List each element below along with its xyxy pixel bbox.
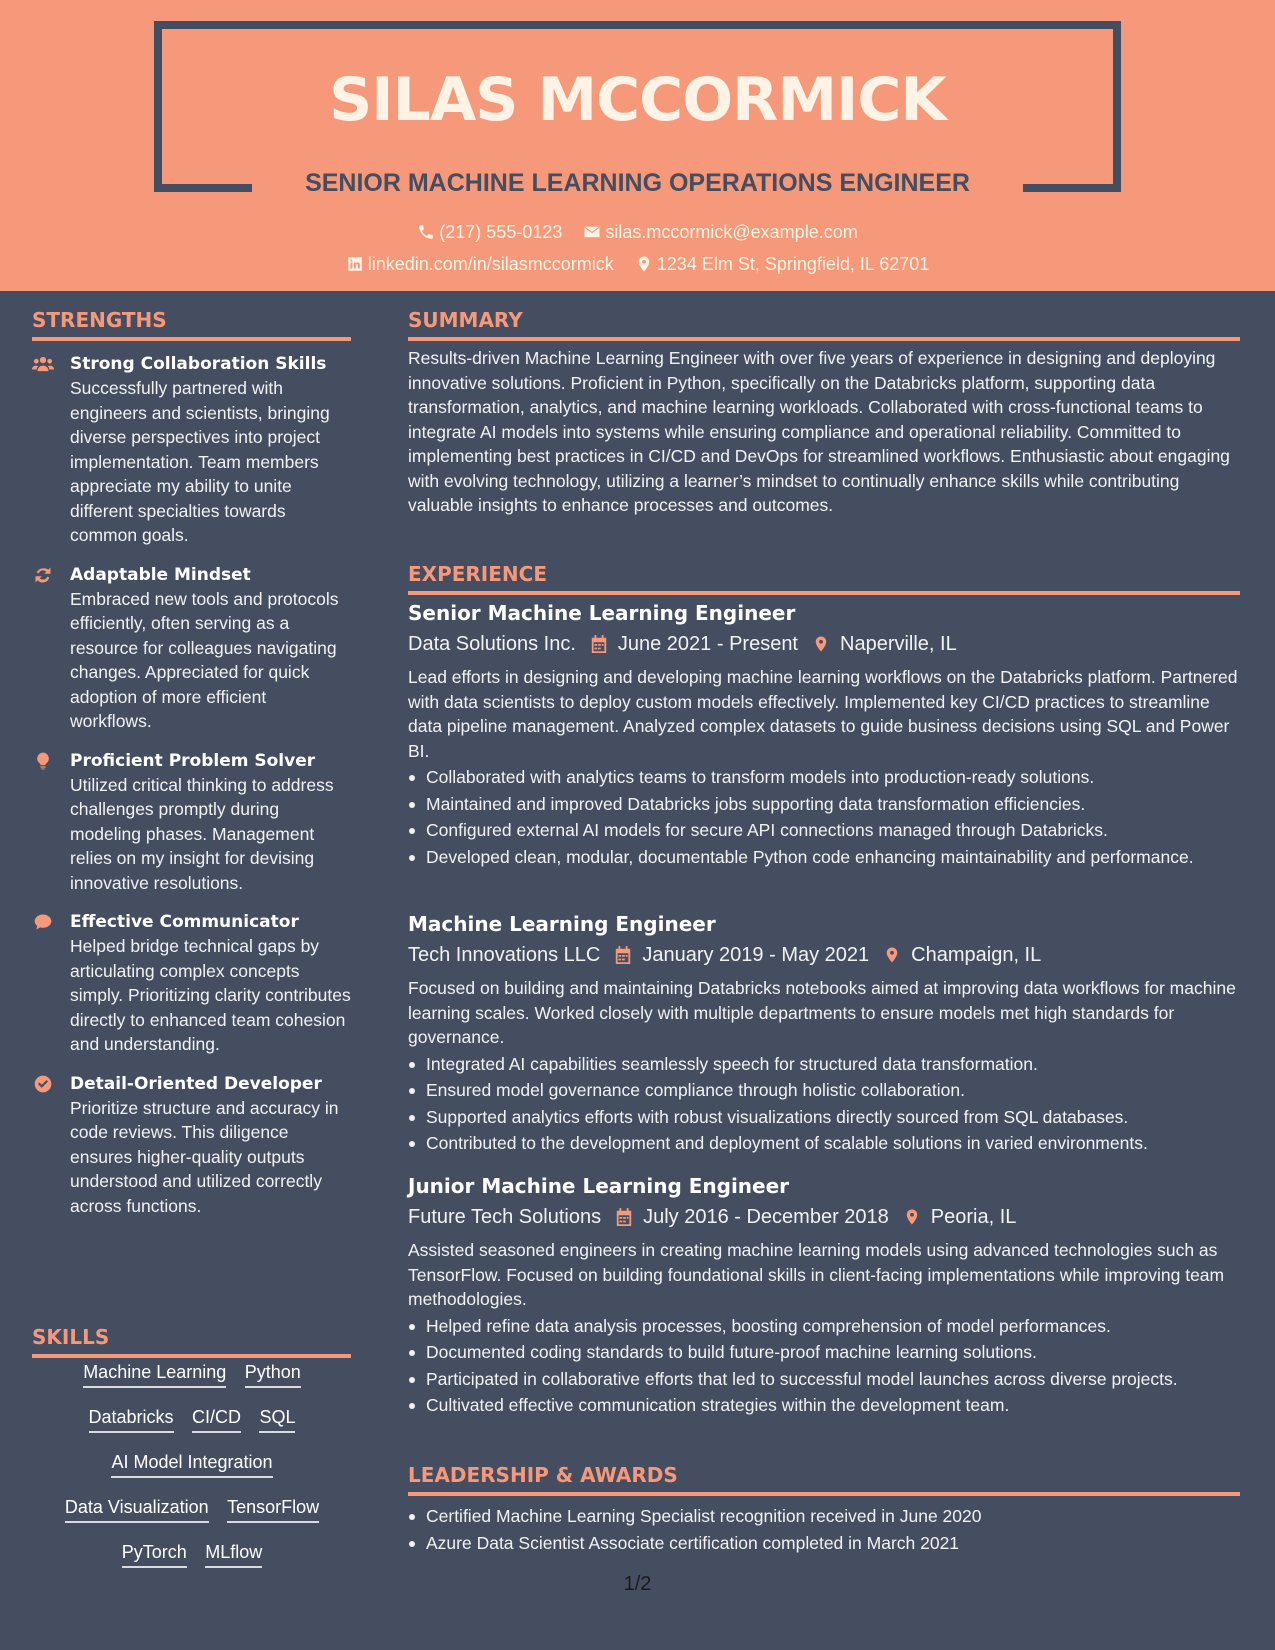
- job-meta: [408, 940, 1243, 970]
- calendar-icon: [590, 634, 608, 654]
- contact-phone[interactable]: [417, 220, 562, 244]
- phone-text: (217) 555-0123: [439, 222, 563, 242]
- list-item: Contributed to the development and deployment of scalable solutions in varied environments.: [408, 1131, 1243, 1156]
- email-text: silas.mccormick@example.com: [605, 222, 858, 242]
- job-dates: January 2019 - May 2021: [642, 944, 870, 966]
- strength-title: Adaptable Mindset: [70, 564, 251, 585]
- calendar-icon: [614, 945, 632, 965]
- job-title: Machine Learning Engineer: [408, 912, 716, 936]
- candidate-name: SILAS MCCORMICK: [329, 65, 946, 135]
- job-location: Naperville, IL: [840, 633, 957, 655]
- strength-item: [32, 1072, 352, 1219]
- strength-description: Utilized critical thinking to address challenges promptly during modeling phases. Management relies on my insight for devising innovative resolutions.: [70, 774, 334, 893]
- section-divider: [408, 337, 1240, 341]
- section-divider: [32, 337, 351, 341]
- job-description: Focused on building and maintaining Databricks notebooks aimed at improving data workflows for machine learning scales. Worked closely with multiple departments to ensure models met high standards for governance.: [408, 978, 1236, 1047]
- users-icon: [32, 354, 54, 374]
- linkedin-text: linkedin.com/in/silasmccormick: [367, 254, 614, 274]
- list-item: Documented coding standards to build future-proof machine learning solutions.: [408, 1340, 1243, 1365]
- strength-title: Strong Collaboration Skills: [70, 354, 327, 374]
- strength-item: [32, 563, 352, 734]
- envelope-icon: [583, 223, 601, 241]
- experience-entry: [408, 599, 1243, 871]
- skill-tag: TensorFlow: [227, 1495, 319, 1523]
- job-description: Assisted seasoned engineers in creating machine learning models using advanced technologies such as TensorFlow. Focused on building foundational skills in client-facing implementations while improving team methodologies.: [408, 1240, 1225, 1309]
- list-item: Ensured model governance compliance through holistic collaboration.: [408, 1078, 1243, 1103]
- awards-heading: LEADERSHIP & AWARDS: [408, 1463, 678, 1487]
- strength-title: Detail-Oriented Developer: [70, 1073, 322, 1094]
- header-frame: [154, 21, 1121, 29]
- list-item: Certified Machine Learning Specialist recognition received in June 2020: [408, 1504, 1243, 1529]
- job-location: Champaign, IL: [911, 944, 1042, 966]
- skill-tag: Databricks: [89, 1405, 174, 1433]
- awards-list: [408, 1504, 1243, 1557]
- skill-tag: MLflow: [205, 1540, 262, 1568]
- skill-row: [32, 1450, 352, 1495]
- list-item: Azure Data Scientist Associate certification completed in March 2021: [408, 1531, 1243, 1556]
- job-description: Lead efforts in designing and developing machine learning workflows on the Databricks platform. Partnered with data scientists to deploy custom models effectively. Implemented key CI/CD practices to streamline data pipeline management. Analyzed complex datasets to guide business decisions using SQL and Power BI.: [408, 667, 1238, 761]
- strength-title: Proficient Problem Solver: [70, 750, 316, 771]
- strengths-heading: STRENGTHS: [32, 308, 167, 332]
- skills-heading: SKILLS: [32, 1325, 110, 1349]
- list-item: Helped refine data analysis processes, boosting comprehension of model performances.: [408, 1314, 1243, 1339]
- job-dates: June 2021 - Present: [617, 633, 798, 655]
- list-item: Maintained and improved Databricks jobs supporting data transformation efficiencies.: [408, 792, 1243, 817]
- section-divider: [32, 1354, 351, 1358]
- job-location: Peoria, IL: [930, 1206, 1017, 1228]
- list-item: Integrated AI capabilities seamlessly speech for structured data transformation.: [408, 1052, 1243, 1077]
- contact-linkedin[interactable]: [346, 252, 614, 276]
- skill-row: [32, 1360, 352, 1405]
- strength-item: [32, 352, 352, 548]
- check-circle-icon: [32, 1074, 54, 1094]
- job-company: Data Solutions Inc.: [408, 633, 576, 655]
- contact-email[interactable]: [583, 220, 857, 244]
- map-pin-icon: [812, 634, 830, 654]
- strength-description: Successfully partnered with engineers and scientists, bringing diverse perspectives into project implementation. Team members appreciate my ability to unite different specialties towards common goals.: [70, 378, 330, 545]
- skill-tag: Python: [245, 1360, 301, 1388]
- job-meta: [408, 629, 1243, 659]
- contact-row: [0, 220, 1275, 247]
- strengths-list: [32, 352, 352, 1233]
- skill-tag: PyTorch: [122, 1540, 187, 1568]
- job-title: Senior Machine Learning Engineer: [408, 601, 796, 625]
- job-meta: [408, 1202, 1243, 1232]
- summary-text: Results-driven Machine Learning Engineer with over five years of experience in designing and deploying innovative solutions. Proficient in Python, specifically on the Databricks platform, supporting data transformation, analytics, and machine learning workloads. Collaborated with cross-functional teams to integrate AI models into systems while ensuring compliance and operational reliability. Committed to implementing best practices in CI/CD and DevOps for streamlined workflows. Enthusiastic about engaging with evolving technology, utilizing a learner’s mindset to continually enhance skills while contributing valuable insights to enhance processes and outcomes.: [408, 348, 1230, 515]
- skill-row: [32, 1405, 352, 1450]
- sync-icon: [32, 565, 54, 585]
- phone-icon: [417, 223, 435, 241]
- strength-title: Effective Communicator: [70, 912, 299, 932]
- strength-item: [32, 910, 352, 1057]
- list-item: Collaborated with analytics teams to transform models into production-ready solutions.: [408, 765, 1243, 790]
- skill-tag: Data Visualization: [65, 1495, 209, 1523]
- list-item: Cultivated effective communication strategies within the development team.: [408, 1393, 1243, 1418]
- strength-description: Prioritize structure and accuracy in code reviews. This diligence ensures higher-quality outputs understood and utilized correctly across functions.: [70, 1097, 339, 1216]
- skill-tag: SQL: [259, 1405, 295, 1433]
- section-divider: [408, 591, 1240, 595]
- header-banner: [0, 0, 1275, 291]
- summary-heading: SUMMARY: [408, 308, 523, 332]
- map-pin-icon: [883, 945, 901, 965]
- list-item: Supported analytics efforts with robust visualizations directly sourced from SQL databases.: [408, 1105, 1243, 1130]
- skill-tag: AI Model Integration: [111, 1450, 272, 1478]
- candidate-title: SENIOR MACHINE LEARNING OPERATIONS ENGINEER: [305, 169, 970, 197]
- job-dates: July 2016 - December 2018: [643, 1206, 889, 1228]
- strength-item: [32, 749, 352, 896]
- chat-bubble-icon: [32, 912, 54, 932]
- job-title: Junior Machine Learning Engineer: [408, 1174, 790, 1198]
- skill-tag: Machine Learning: [83, 1360, 226, 1388]
- experience-entry: [408, 910, 1243, 1158]
- job-bullets: [408, 1052, 1243, 1156]
- skill-tag: CI/CD: [192, 1405, 241, 1433]
- address-text: 1234 Elm St, Springfield, IL 62701: [656, 254, 930, 274]
- job-bullets: [408, 765, 1243, 869]
- skills-list: [32, 1360, 352, 1585]
- map-pin-icon: [903, 1207, 921, 1227]
- experience-entry: [408, 1172, 1243, 1420]
- linkedin-icon: [346, 255, 364, 273]
- list-item: Participated in collaborative efforts that led to successful model launches across diverse projects.: [408, 1367, 1243, 1392]
- map-pin-icon: [635, 255, 653, 273]
- contact-address: [635, 252, 930, 276]
- strength-description: Embraced new tools and protocols efficiently, often serving as a resource for colleagues navigating changes. Appreciated for quick adoption of more efficient workflows.: [70, 588, 339, 731]
- job-company: Future Tech Solutions: [408, 1206, 602, 1228]
- job-bullets: [408, 1314, 1243, 1418]
- page-number: 1/2: [623, 1573, 652, 1595]
- lightbulb-icon: [32, 751, 54, 771]
- list-item: Configured external AI models for secure API connections managed through Databricks.: [408, 818, 1243, 843]
- calendar-icon: [615, 1207, 633, 1227]
- experience-heading: EXPERIENCE: [408, 562, 547, 586]
- contact-row: [0, 252, 1275, 279]
- job-company: Tech Innovations LLC: [408, 944, 601, 966]
- list-item: Developed clean, modular, documentable Python code enhancing maintainability and performance.: [408, 845, 1243, 870]
- strength-description: Helped bridge technical gaps by articulating complex concepts simply. Prioritizing clarity contributes directly to enhanced team cohesion and understanding.: [70, 936, 351, 1054]
- section-divider: [408, 1492, 1240, 1496]
- skill-row: [32, 1495, 352, 1540]
